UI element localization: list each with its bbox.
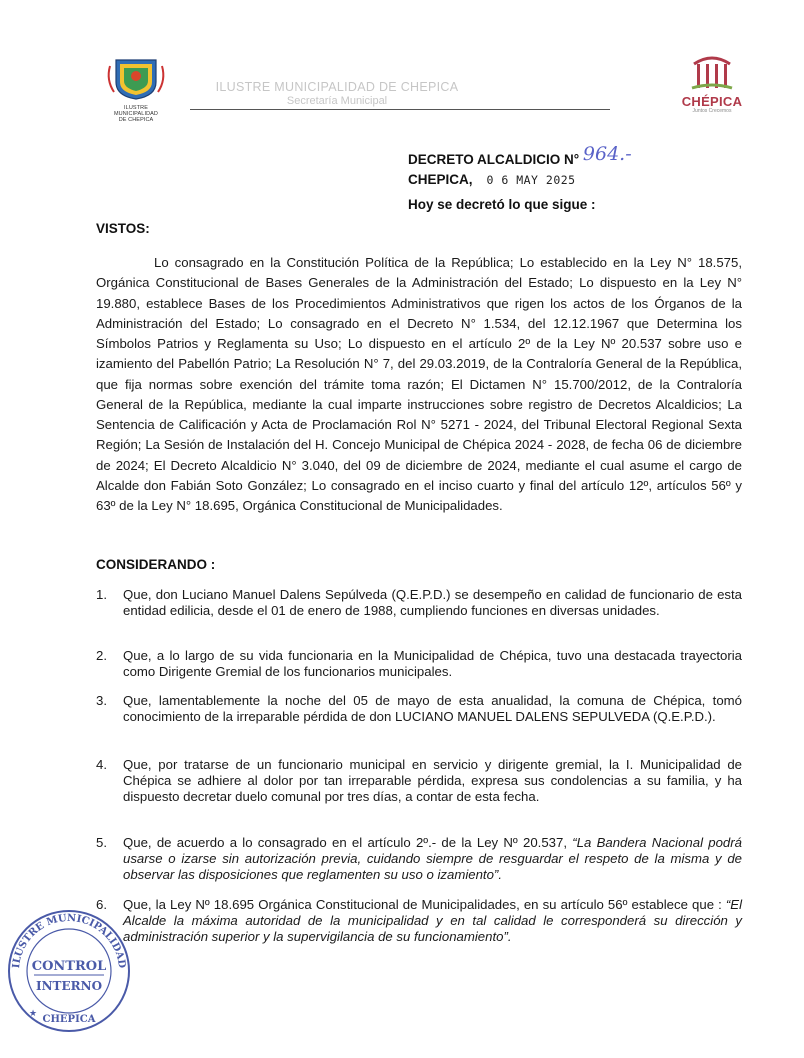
item-text-plain: Que, la Ley Nº 18.695 Orgánica Constitucional de Municipalidades, en su artículo 56º establece que :	[123, 897, 726, 912]
logo-caption-line1: ILUSTRE MUNICIPALIDAD	[114, 105, 158, 117]
control-interno-seal-stamp	[4, 906, 134, 1036]
item-number: 2.	[96, 648, 107, 663]
org-subtitle: Secretaría Municipal	[286, 95, 388, 107]
item-text: Que, a lo largo de su vida funcionaria en la Municipalidad de Chépica, tuvo una destacada trayectoria como Dirigente Gremial de los funcionarios municipales.	[123, 648, 742, 679]
item-number: 6.	[96, 897, 107, 912]
date-stamp: 0 6 MAY 2025	[486, 173, 576, 187]
list-item	[96, 693, 742, 725]
item-text: Que, por tratarse de un funcionario municipal en servicio y dirigente gremial, la I. Municipalidad de Chépica se adhiere al dolor por tan irreparable pérdida, expresa sus condolencias a su familia, y ha dispuesto decretar duelo comunal por tres días, a contar de esta fecha.	[123, 757, 742, 804]
seal-line2: INTERNO	[35, 979, 103, 993]
decree-number-line	[408, 143, 632, 169]
list-item	[96, 757, 742, 805]
place-label: CHEPICA,	[408, 172, 473, 187]
arch-monument-icon	[690, 52, 734, 92]
letterhead	[190, 80, 610, 107]
brand-tagline: Juntos Crecemos	[692, 108, 732, 114]
brand-wordmark: CHÉPICA	[681, 94, 743, 109]
item-text: Que, don Luciano Manuel Dalens Sepúlveda (Q.E.P.D.) se desempeño en calidad de funcionario de esta entidad edilicia, desde el 01 de enero de 1988, cumpliendo funciones en diversas unidades.	[123, 587, 742, 618]
decree-intro: Hoy se decretó lo que sigue :	[408, 197, 596, 212]
item-number: 4.	[96, 757, 107, 772]
item-text-quote: “El Alcalde la máxima autoridad de la municipalidad y en tal calidad le corresponderá su dirección y administración superior y la supervigilancia de su funcionamiento”.	[123, 897, 742, 944]
seal-line1: CONTROL	[31, 959, 107, 974]
org-title: ILUSTRE MUNICIPALIDAD DE CHEPICA	[215, 80, 459, 94]
decree-date-line	[408, 172, 576, 187]
vistos-heading: VISTOS:	[96, 221, 150, 236]
chepica-brand-logo	[678, 52, 746, 114]
star-icon: ★	[29, 1008, 38, 1018]
letterhead-rule	[190, 109, 610, 110]
item-text-plain: Que, de acuerdo a lo consagrado en el artículo 2º.- de la Ley Nº 20.537,	[123, 835, 573, 850]
item-text	[123, 835, 742, 883]
item-text	[123, 897, 742, 945]
item-number: 3.	[96, 693, 107, 708]
item-number: 5.	[96, 835, 107, 850]
list-item	[96, 648, 742, 680]
seal-bottom-text: CHEPICA	[42, 1014, 96, 1025]
decree-label: DECRETO ALCALDICIO N°	[408, 152, 580, 167]
item-text: Que, lamentablemente la noche del 05 de mayo de esta anualidad, la comuna de Chépica, tomó conocimiento de la irreparable pérdida de don LUCIANO MANUEL DALENS SEPULVEDA (Q.E.P.D.).	[123, 693, 742, 724]
decree-number-handwritten: 964.-	[582, 143, 632, 165]
considerando-heading: CONSIDERANDO :	[96, 557, 216, 572]
list-item	[96, 587, 742, 619]
list-item	[96, 897, 742, 945]
logo-caption-line2: DE CHEPICA	[118, 117, 154, 123]
item-number: 1.	[96, 587, 107, 602]
list-item	[96, 835, 742, 883]
seal-ring-text: ILUSTRE MUNICIPALIDAD	[11, 912, 128, 969]
vistos-paragraph: Lo consagrado en la Constitución Política de la República; Lo establecido en la Ley N° 18.575, Orgánica Constitucional de Bases Generales de la Administración del Estado; Lo dispuesto en la Ley N° 19.880, establece Bases de los Procedimientos Administrativos que rigen los actos de los Órganos de la Administración del Estado; Lo consagrado en el Decreto N° 1.534, del 12.12.1967 que Determina los Símbolos Patrios y Reglamenta su Uso; Lo dispuesto en el artículo 2º de la Ley Nº 20.537 sobre uso e izamiento del Pabellón Patrio; La Resolución N° 7, del 29.03.2019, de la Contraloría General de la República, que fija normas sobre exención del trámite toma razón; El Dictamen N° 15.700/2012, de la Contraloría General de la República, mediante la cual imparte instrucciones sobre registro de Decretos Alcaldicios; La Sentencia de Calificación y Acta de Proclamación Rol N° 5271 - 2024, del Tribunal Electoral Regional Sexta Región; La Sesión de Instalación del H. Concejo Municipal de Chépica 2024 - 2028, de fecha 06 de diciembre de 2024; El Decreto Alcaldicio N° 3.040, del 09 de diciembre de 2024, mediante el cual asume el cargo de Alcalde don Fabián Soto González; Lo consagrado en el inciso cuarto y final del artículo 12º, artículos 56º y 63º de la Ley N° 18.695, Orgánica Constitucional de Municipalidades.	[96, 255, 742, 513]
item-text-quote: “La Bandera Nacional podrá usarse o izarse sin autorización previa, cuidando siempre de resguardar el respeto de la misma y de observar las disposiciones que reglamenten su uso o izamiento”.	[123, 835, 742, 882]
